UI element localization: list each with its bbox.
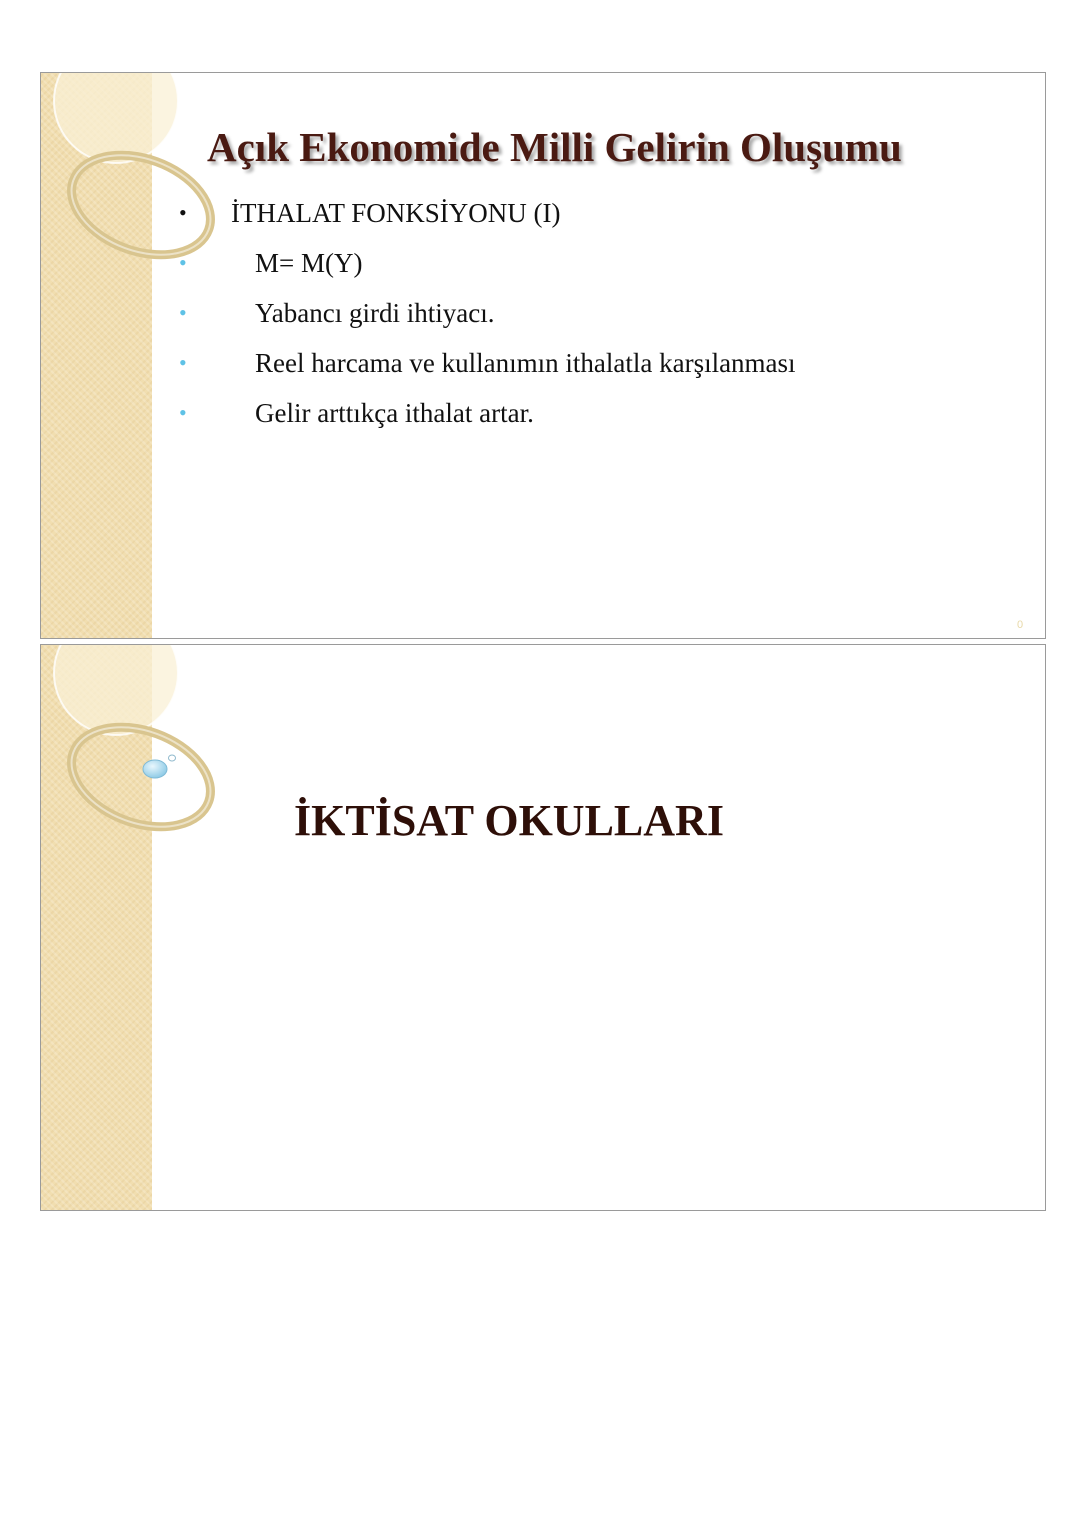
bullet-dot-icon: • <box>179 400 187 425</box>
bullet-text: İTHALAT FONKSİYONU (I) <box>231 198 561 228</box>
decorative-side-band <box>41 645 152 1210</box>
bullet-dot-icon: • <box>179 350 187 375</box>
bubbles-icon <box>139 751 189 791</box>
bullet-text: M= M(Y) <box>255 248 363 278</box>
slide-1 <box>40 72 1046 639</box>
bullet-text: Gelir arttıkça ithalat artar. <box>255 398 534 428</box>
decorative-side-band <box>41 73 152 638</box>
bullet-dot-icon: • <box>179 250 187 275</box>
bullet-text: Yabancı girdi ihtiyacı. <box>255 298 495 328</box>
slide-2 <box>40 644 1046 1211</box>
bullet-dot-icon: • <box>179 300 187 325</box>
page-number: 0 <box>1017 619 1024 631</box>
bullet-text: Reel harcama ve kullanımın ithalatla karşılanması <box>255 348 796 378</box>
slide-heading: İKTİSAT OKULLARI <box>294 796 724 845</box>
slide-title: Açık Ekonomide Milli Gelirin Oluşumu <box>207 124 902 170</box>
bullet-dot-icon: • <box>179 200 187 225</box>
